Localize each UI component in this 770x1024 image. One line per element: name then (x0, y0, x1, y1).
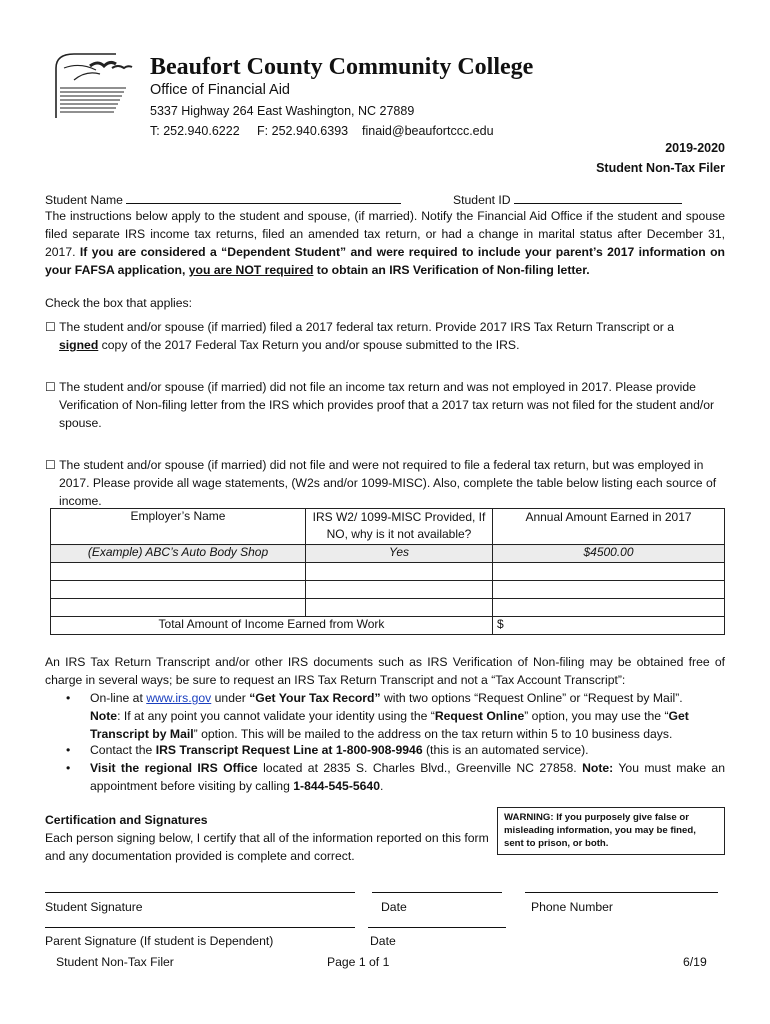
irs-intro: An IRS Tax Return Transcript and/or other IRS documents such as IRS Verification of Non-filing may be obtained free of charge in several ways; be sure to request an IRS Tax Return Transcript and not a “Tax Account Transcript”: (45, 655, 725, 687)
address: 5337 Highway 264 East Washington, NC 27889 (150, 104, 415, 118)
employer-cell[interactable] (51, 563, 306, 581)
check-prompt: Check the box that applies: (45, 296, 193, 310)
w2-cell[interactable] (306, 599, 493, 617)
option-1-signed: signed (59, 338, 99, 352)
intro-bold-underlined: you are NOT required (188, 263, 314, 277)
b1-text-c: with two options “Request Online” or “Request by Mail”. (380, 691, 683, 705)
date-line-1[interactable] (372, 892, 502, 893)
student-id-label: Student ID (453, 193, 511, 207)
footer-page: Page 1 of 1 (327, 955, 390, 969)
phone-label: Phone Number (531, 900, 613, 914)
option-1 (45, 318, 679, 354)
amount-cell[interactable] (493, 581, 725, 599)
amount-cell[interactable] (493, 563, 725, 581)
b1-note-label: Note (90, 709, 118, 723)
b3-note: Note: (582, 761, 614, 775)
contact-fax: F: 252.940.6393 (257, 124, 349, 138)
b1-bold: “Get Your Tax Record” (249, 691, 381, 705)
b2-text-a: Contact the (90, 743, 156, 757)
option-2-text: The student and/or spouse (if married) did not file an income tax return and was not employed in 2017. Please provide Verification of Non-filing letter from the IRS which provides proof that a 2017 tax return was not filed for the student and/or spouse. (59, 380, 715, 430)
example-w2: Yes (306, 545, 493, 563)
example-employer: (Example) ABC’s Auto Body Shop (51, 545, 306, 563)
option-3-text: The student and/or spouse (if married) did not file and were not required to file a federal tax return, but was employed in 2017. Please provide all wage statements, (W2s and/or 1099-MISC). Also, complete the table below listing each source of income. (59, 458, 717, 508)
b1-note-b: ” option, you may use the “ (524, 709, 669, 723)
form-year: 2019-2020 (665, 141, 725, 155)
option-3 (45, 456, 725, 510)
b2-text-b: (this is an automated service). (422, 743, 589, 757)
header-employer: Employer’s Name (51, 509, 306, 545)
b3-text-b: You must make an appointment before visiting by calling (90, 761, 725, 793)
parent-signature-label: Parent Signature (If student is Dependent) (45, 934, 274, 948)
date-label-1: Date (381, 900, 407, 914)
option-1-text-a: The student and/or spouse (if married) filed a 2017 federal tax return. Provide 2017 IRS Tax Return Transcript or a (59, 320, 674, 334)
employer-cell[interactable] (51, 599, 306, 617)
b1-text-a: On-line at (90, 691, 147, 705)
student-name-label: Student Name (45, 193, 123, 207)
intro-text: The instructions below apply to the student and spouse, (if married). Notify the Financial Aid Office if the student and spouse filed separate IRS income tax returns, filed an amended tax return, or had a change in marital status after December 31, 2017. (45, 209, 725, 259)
table-row (51, 563, 725, 581)
irs-bullet-2 (66, 741, 725, 759)
irs-bullet-3 (66, 759, 725, 795)
contact-tel: T: 252.940.6222 (150, 124, 240, 138)
date-line-2[interactable] (368, 927, 506, 928)
student-id-field[interactable] (514, 191, 682, 204)
income-table (50, 508, 725, 635)
w2-cell[interactable] (306, 581, 493, 599)
total-label: Total Amount of Income Earned from Work (51, 617, 493, 635)
option-1-text-b: copy of the 2017 Federal Tax Return you and/or spouse submitted to the IRS. (98, 338, 520, 352)
table-row (51, 581, 725, 599)
intro-bold-b: to obtain an IRS Verification of Non-filing letter. (313, 263, 590, 277)
option-2 (45, 378, 725, 432)
warning-box: WARNING: If you purposely give false or misleading information, you may be fined, sent to prison, or both. (497, 807, 725, 855)
certification-heading: Certification and Signatures (45, 813, 208, 827)
b3-text-a: located at 2835 S. Charles Blvd., Greenville NC 27858. (257, 761, 583, 775)
irs-link[interactable]: www.irs.gov (146, 691, 212, 705)
b1-note-a: : If at any point you cannot validate your identity using the “ (117, 709, 435, 723)
checkbox-1[interactable]: ☐ (45, 320, 56, 334)
b3-phone: 1-844-545-5640 (293, 779, 380, 793)
office-name: Office of Financial Aid (150, 82, 290, 98)
irs-bullet-1 (66, 689, 725, 743)
bullet-icon: • (66, 743, 71, 757)
student-signature-line[interactable] (45, 892, 355, 893)
college-logo (44, 48, 134, 128)
w2-cell[interactable] (306, 563, 493, 581)
b2-bold: IRS Transcript Request Line at 1-800-908-9946 (155, 743, 423, 757)
student-name-field[interactable] (126, 191, 401, 204)
student-signature-label: Student Signature (45, 900, 143, 914)
phone-line[interactable] (525, 892, 718, 893)
amount-cell[interactable] (493, 599, 725, 617)
employer-cell[interactable] (51, 581, 306, 599)
bullet-icon: • (66, 691, 71, 705)
b3-text-c: . (380, 779, 384, 793)
intro-paragraph (45, 207, 725, 279)
header-w2: IRS W2/ 1099-MISC Provided, If NO, why is it not available? (306, 509, 493, 545)
intro-bold-a: If you are considered a “Dependent Student” and were required to include your parent’s 2017 information on your FAFSA application, (45, 245, 725, 277)
b1-note-c: ” option. This will be mailed to the address on the tax return within 5 to 10 business days. (193, 727, 673, 741)
college-name: Beaufort County Community College (150, 54, 534, 80)
certification-text: Each person signing below, I certify that all of the information reported on this form and any documentation provided is complete and correct. (45, 831, 489, 863)
form-title: Student Non-Tax Filer (596, 161, 725, 175)
parent-signature-line[interactable] (45, 927, 355, 928)
contact-email: finaid@beaufortccc.edu (362, 124, 494, 138)
header-amount: Annual Amount Earned in 2017 (493, 509, 725, 545)
bullet-icon: • (66, 761, 71, 775)
date-label-2: Date (370, 934, 396, 948)
b3-bold: Visit the regional IRS Office (90, 761, 258, 775)
b1-note-bold1: Request Online (434, 709, 525, 723)
contact-line (150, 124, 494, 138)
footer-left: Student Non-Tax Filer (56, 955, 174, 969)
b1-note-bold2: Get Transcript by Mail (90, 709, 689, 741)
b1-text-b: under (211, 691, 250, 705)
total-value[interactable]: $ (493, 617, 725, 635)
table-row (51, 599, 725, 617)
footer-date: 6/19 (683, 955, 707, 969)
example-amount: $4500.00 (493, 545, 725, 563)
checkbox-2[interactable]: ☐ (45, 380, 56, 394)
checkbox-3[interactable]: ☐ (45, 458, 56, 472)
